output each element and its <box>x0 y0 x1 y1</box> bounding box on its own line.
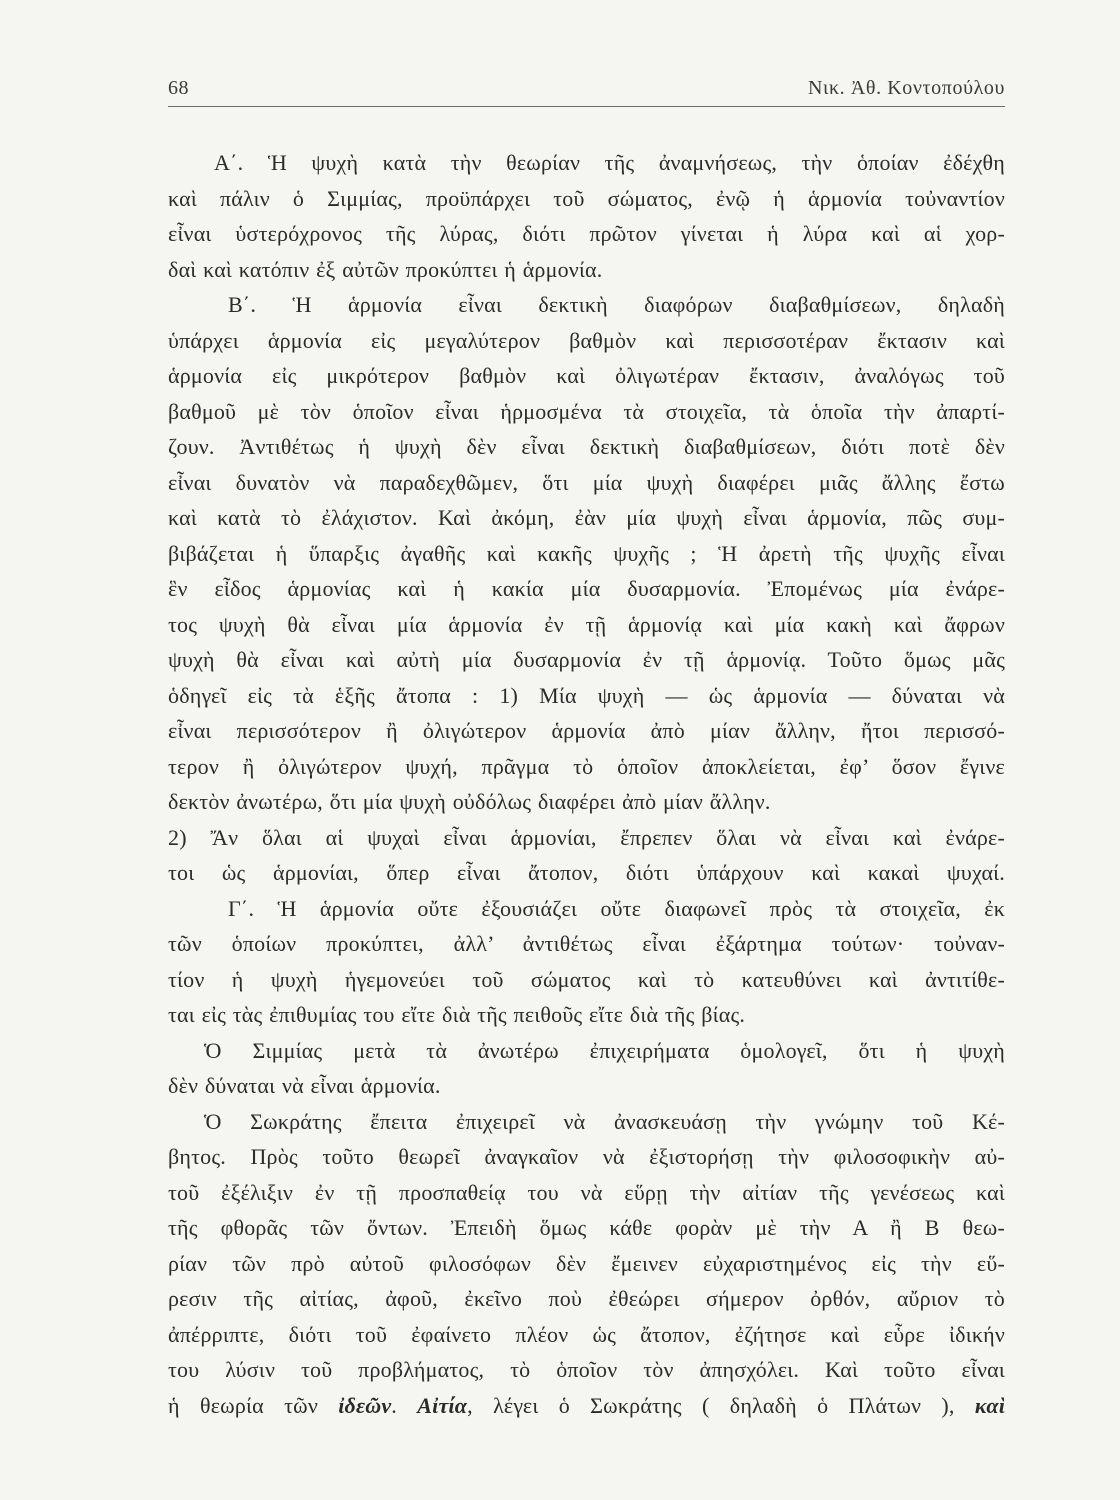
text-line: ρίαν τῶν πρὸ αὐτοῦ φιλοσόφων δὲν ἔμεινεν εὐχαριστημένος εἰς τὴν εὕ- <box>168 1250 1005 1276</box>
text-line <box>168 1388 1005 1424</box>
text-line: τος ψυχὴ θὰ εἶναι μία ἁρμονία ἐν τῇ ἁρμονίᾳ καὶ μία κακὴ καὶ ἄφρων <box>168 611 1005 637</box>
paragraph <box>168 891 1005 1033</box>
page-number: 68 <box>168 77 189 99</box>
text-line: Β΄. Ἡ ἁρμονία εἶναι δεκτικὴ διαφόρων διαβαθμίσεων, δηλαδὴ <box>228 292 1005 317</box>
emphasized-term: Αἰτία <box>417 1392 468 1418</box>
text-line: τερον ἢ ὀλιγώτερον ψυχή, πρᾶγμα τὸ ὁποῖον ἀποκλείεται, ἐφ’ ὅσον ἔγινε <box>168 753 1005 779</box>
text-line: δεκτὸν ἀνωτέρω, ὅτι μία ψυχὴ οὐδόλως διαφέρει ἀπὸ μίαν ἄλλην. <box>168 789 771 814</box>
text-line: βαθμοῦ μὲ τὸν ὁποῖον εἶναι ἡρμοσμένα τὰ στοιχεῖα, τὰ ὁποῖα τὴν ἀπαρτί- <box>168 398 1005 424</box>
text-line: τοι ὡς ἁρμονίαι, ὅπερ εἶναι ἄτοπον, διότι ὑπάρχουν καὶ κακαὶ ψυχαί. <box>168 860 1005 885</box>
text-line: καὶ κατὰ τὸ ἐλάχιστον. Καὶ ἀκόμη, ἐὰν μία ψυχὴ εἶναι ἁρμονία, πῶς συμ- <box>168 505 1005 530</box>
text-block <box>168 145 1005 1423</box>
text-line: ρεσιν τῆς αἰτίας, ἀφοῦ, ἐκεῖνο ποὺ ἐθεώρει σήμερον ὀρθόν, αὔριον τὸ <box>168 1286 1005 1311</box>
text-line: δαὶ καὶ κατόπιν ἐξ αὐτῶν προκύπτει ἡ ἁρμονία. <box>168 256 603 282</box>
paragraph <box>168 820 1005 891</box>
text-line: ἁρμονία εἰς μικρότερον βαθμὸν καὶ ὀλιγωτέραν ἔκτασιν, ἀναλόγως τοῦ <box>168 363 1005 388</box>
text-line: καὶ πάλιν ὁ Σιμμίας, προϋπάρχει τοῦ σώματος, ἐνῷ ἡ ἁρμονία τοὐναντίον <box>168 185 1005 211</box>
text-line: Γ΄. Ἡ ἁρμονία οὔτε ἐξουσιάζει οὔτε διαφωνεῖ πρὸς τὰ στοιχεῖα, ἐκ <box>228 895 1005 921</box>
text-line: εἶναι ὑστερόχρονος τῆς λύρας, διότι πρῶτον γίνεται ἡ λύρα καὶ αἱ χορ- <box>168 221 1005 246</box>
text-line: βητος. Πρὸς τοῦτο θεωρεῖ ἀναγκαῖον νὰ ἐξιστορήσῃ τὴν φιλοσοφικὴν αὐ- <box>168 1144 1005 1169</box>
paragraph <box>168 1104 1005 1424</box>
emphasized-term: ἰδεῶν <box>338 1392 392 1418</box>
text-line: εἶναι δυνατὸν νὰ παραδεχθῶμεν, ὅτι μία ψυχὴ διαφέρει μιᾶς ἄλλης ἔστω <box>168 469 1005 495</box>
text-line: τῆς φθορᾶς τῶν ὄντων. Ἐπειδὴ ὅμως κάθε φορὰν μὲ τὴν Α ἢ Β θεω- <box>168 1215 1005 1240</box>
text-line: του λύσιν τοῦ προβλήματος, τὸ ὁποῖον τὸν ἀπησχόλει. Καὶ τοῦτο εἶναι <box>168 1357 1005 1382</box>
text-line: τοῦ ἐξέλιξιν ἐν τῇ προσπαθείᾳ του νὰ εὕρῃ τὴν αἰτίαν τῆς γενέσεως καὶ <box>168 1179 1005 1205</box>
text-line: ἓν εἶδος ἁρμονίας καὶ ἡ κακία μία δυσαρμονία. Ἐπομένως μία ἐνάρε- <box>168 576 1005 601</box>
text-line: ὑπάρχει ἁρμονία εἰς μεγαλύτερον βαθμὸν καὶ περισσοτέραν ἔκτασιν καὶ <box>168 327 1005 353</box>
text-line: Ὁ Σιμμίας μετὰ τὰ ἀνωτέρω ἐπιχειρήματα ὁμολογεῖ, ὅτι ἡ ψυχὴ <box>204 1037 1005 1063</box>
text-line: βιβάζεται ἡ ὕπαρξις ἀγαθῆς καὶ κακῆς ψυχῆς ; Ἡ ἀρετὴ τῆς ψυχῆς εἶναι <box>168 540 1005 566</box>
text-line: Α΄. Ἡ ψυχὴ κατὰ τὴν θεωρίαν τῆς ἀναμνήσεως, τὴν ὁποίαν ἐδέχθη <box>214 150 1005 175</box>
text-line: ψυχὴ θὰ εἶναι καὶ αὐτὴ μία δυσαρμονία ἐν τῇ ἁρμονίᾳ. Τοῦτο ὅμως μᾶς <box>168 647 1005 672</box>
text-line: τῶν ὁποίων προκύπτει, ἀλλ’ ἀντιθέτως εἶναι ἐξάρτημα τούτων· τοὐναν- <box>168 931 1005 956</box>
text-line: Ὁ Σωκράτης ἔπειτα ἐπιχειρεῖ νὰ ἀνασκευάσῃ τὴν γνώμην τοῦ Κέ- <box>204 1108 1005 1134</box>
text-line: 2) Ἄν ὅλαι αἱ ψυχαὶ εἶναι ἁρμονίαι, ἔπρεπεν ὅλαι νὰ εἶναι καὶ ἐνάρε- <box>168 824 1005 850</box>
header-rule <box>168 106 1005 107</box>
text-line: ζουν. Ἀντιθέτως ἡ ψυχὴ δὲν εἶναι δεκτικὴ διαβαθμίσεων, διότι ποτὲ δὲν <box>168 434 1005 459</box>
text-run: , λέγει ὁ Σωκράτης ( δηλαδὴ ὁ Πλάτων ), <box>467 1392 975 1418</box>
paragraph <box>168 145 1005 287</box>
text-line: δὲν δύναται νὰ εἶναι ἁρμονία. <box>168 1073 441 1098</box>
paragraph <box>168 1033 1005 1104</box>
text-line: εἶναι περισσότερον ἢ ὀλιγώτερον ἁρμονία ἀπὸ μίαν ἄλλην, ἤτοι περισσό- <box>168 718 1005 743</box>
emphasized-term: καὶ <box>974 1392 1006 1418</box>
text-line: ὁδηγεῖ εἰς τὰ ἑξῆς ἄτοπα : 1) Μία ψυχὴ — ὡς ἁρμονία — δύναται νὰ <box>168 682 1005 708</box>
running-head: Νικ. Ἀθ. Κοντοπούλου <box>807 77 1005 99</box>
text-line: ται εἰς τὰς ἐπιθυμίας του εἴτε διὰ τῆς πειθοῦς εἴτε διὰ τῆς βίας. <box>168 1002 746 1027</box>
text-run: . <box>391 1392 418 1418</box>
text-run: ἡ θεωρία τῶν <box>168 1392 339 1418</box>
text-line: ἀπέρριπτε, διότι τοῦ ἐφαίνετο πλέον ὡς ἄτοπον, ἐζήτησε καὶ εὗρε ἰδικήν <box>168 1321 1005 1347</box>
paragraph <box>168 287 1005 820</box>
text-line: τίον ἡ ψυχὴ ἡγεμονεύει τοῦ σώματος καὶ τὸ κατευθύνει καὶ ἀντιτίθε- <box>168 966 1005 992</box>
